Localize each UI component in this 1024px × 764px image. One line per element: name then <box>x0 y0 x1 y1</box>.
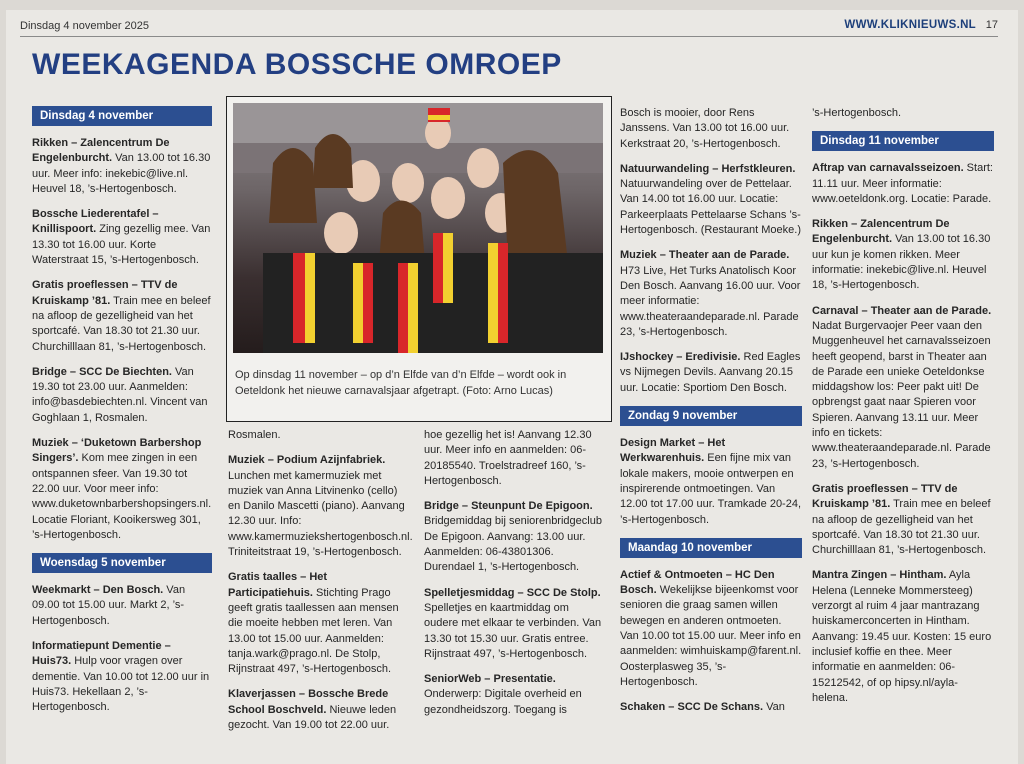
agenda-item: Design Market – Het Werkwarenhuis. Een fijne mix van lokale makers, mooie ontwerpen en inspirerende ontmoetingen. Van 12.00 tot 17.00 uur. Tramkade 20-24, ’s-Hertogenbosch. <box>620 437 802 526</box>
column-2 <box>228 428 413 743</box>
page-header <box>20 18 998 36</box>
agenda-item: Actief & Ontmoeten – HC Den Bosch. Wekelijkse bijeenkomst voor senioren die graag samen willen bewegen en anderen ontmoeten. Van 10.00 tot 15.00 uur. Meer info en aanmelden: wimhuiskamp@farent.nl. Oosterplasweg 35, ’s-Hertogenbosch. <box>620 568 802 688</box>
agenda-item: Natuurwandeling – Herfstkleuren. Natuurwandeling over de Pettelaar. Van 14.00 tot 16.00 uur. Locatie: Parkeerplaats Pettelaarse Schans ’s-Hertogenbosch. (Restaurant Moeke.) <box>620 162 801 237</box>
agenda-item: Gratis proeflessen – TTV de Kruiskamp ’81. Train mee en beleef na afloop de gezelligheid van het sportcafé. Van 18.30 tot 21.30 uur. Churchilllaan 81, ’s-Hertogenbosch. <box>32 279 211 353</box>
day-header-sunday-9: Zondag 9 november <box>620 406 802 426</box>
day-header-tuesday-11: Dinsdag 11 november <box>812 131 994 151</box>
page-number: 17 <box>985 19 998 31</box>
agenda-item: SeniorWeb – Presentatie. Onderwerp: Digitale overheid en gezondheidszorg. Toegang is <box>424 673 582 716</box>
agenda-item: Bridge – SCC De Biechten. Van 19.30 tot 23.00 uur. Aanmelden: info@basdebiechten.nl. Vincent van Goghlaan 1, Rosmalen. <box>32 365 208 424</box>
day-header-tuesday-4: Dinsdag 4 november <box>32 106 212 126</box>
agenda-item: Spelletjesmiddag – SCC De Stolp. Spelletjes en kaartmiddag om oudere met elkaar te verbinden. Van 13.30 tot 15.30 uur. Gratis entree. Rijnstraat 497, ’s-Hertogenbosch. <box>424 586 602 660</box>
newspaper-page <box>6 10 1018 764</box>
carnival-photo <box>233 103 603 353</box>
column-3 <box>424 428 604 728</box>
agenda-item: Aftrap van carnavalsseizoen. Start: 11.11 uur. Meer informatie: www.oeteldonk.org. Locatie: Parade. <box>812 162 993 205</box>
agenda-item: Muziek – Theater aan de Parade. H73 Live, Het Turks Anatolisch Koor Den Bosch. Aanvang 16.00 uur. Voor meer informatie: www.theateraandeparade.nl. Parade 23, ’s-Hertogenbosch. <box>620 249 801 338</box>
issue-date: Dinsdag 4 november 2025 <box>20 20 150 32</box>
agenda-item: Muziek – ‘Duketown Barbershop Singers’. Kom mee zingen in een ontspannen sfeer. Van 19.30 tot 22.00 uur. Voor meer info: www.duketownbarbershopsingers.nl. Locatie Floriant, Kooikersweg 301, ’s-Hertogenbosch. <box>32 437 212 541</box>
agenda-item: Bossche Liederentafel – Knillispoort. Zing gezellig mee. Van 13.30 tot 16.00 uur. Korte Waterstraat 15, ’s-Hertogenbosch. <box>32 208 211 267</box>
carnival-photo-illustration <box>233 103 603 353</box>
page-title: WEEKAGENDA BOSSCHE OMROEP <box>32 48 562 81</box>
agenda-item: Informatiepunt Dementie – Huis73. Hulp voor vragen over dementie. Van 10.00 tot 12.00 uur in Huis73. Hekellaan 2, ’s-Hertogenbosch. <box>32 640 210 714</box>
agenda-item: IJshockey – Eredivisie. Red Eagles vs Nijmegen Devils. Aanvang 20.15 uur. Locatie: Sportiom Den Bosch. <box>620 351 801 394</box>
agenda-item-continued: ’s-Hertogenbosch. <box>812 107 902 119</box>
agenda-item: Carnaval – Theater aan de Parade. Nadat Burgervaojer Peer vaan den Muggenheuvel het carnavalsseizoen heeft geopend, barst in Theater aan de Parade een unieke Oeteldonkse middagshow los: Peer pakt uit! De opbrengst gaat naar Spieren voor Spieren. Aanvang 13.11 uur. Meer info en tickets: www.theateraandeparade.nl. Parade 23, ’s-Hertogenbosch. <box>812 304 992 470</box>
agenda-item-continued: Bosch is mooier, door Rens Janssens. Van 13.00 tot 16.00 uur. Kerkstraat 20, ’s-Hertogenbosch. <box>620 107 790 150</box>
agenda-item: Gratis taalles – Het Participatiehuis. Stichting Prago geeft gratis taallessen aan mensen die moeite hebben met leren. Van 13.00 tot 15.00 uur. Aanmelden: tanja.wark@prago.nl. De Stolp, Rijnstraat 497, ’s-Hertogenbosch. <box>228 571 399 676</box>
day-header-monday-10: Maandag 10 november <box>620 538 802 558</box>
agenda-item: Rikken – Zalencentrum De Engelenburcht. Van 13.00 tot 16.30 uur. Meer info: inekebic@live.nl. Heuvel 18, ’s-Hertogenbosch. <box>32 137 211 195</box>
column-1 <box>32 106 212 726</box>
website-link[interactable]: WWW.KLIKNIEUWS.NL <box>844 19 976 31</box>
agenda-item: Weekmarkt – Den Bosch. Van 09.00 tot 15.00 uur. Markt 2, ’s-Hertogenbosch. <box>32 584 186 627</box>
photo-caption: Op dinsdag 11 november – op d’n Elfde van d’n Elfde – wordt ook in Oeteldonk het nieuwe carnavalsjaar afgetrapt. (Foto: Arno Lucas) <box>235 369 567 397</box>
agenda-item: Mantra Zingen – Hintham. Ayla Helena (Lenneke Mommersteeg) verzorgt al ruim 4 jaar mantrazang huiskamerconcerten in Hintham. Aanvang: 19.45 uur. Kosten: 15 euro inclusief koffie en thee. Meer informatie en aanmelden: 06-15212542, of op hipsy.nl/ayla-helena. <box>812 569 992 704</box>
day-header-wednesday-5: Woensdag 5 november <box>32 553 212 573</box>
agenda-item-continued: hoe gezellig het is! Aanvang 12.30 uur. Meer info en aanmelden: 06-20185540. Troelstradreef 160, ’s-Hertogenbosch. <box>424 429 592 487</box>
agenda-item: Klaverjassen – Bossche Brede School Boschveld. Nieuwe leden gezocht. Van 19.00 tot 22.00 uur. <box>228 688 397 732</box>
column-4 <box>620 106 802 726</box>
agenda-item: Gratis proeflessen – TTV de Kruiskamp ’81. Train mee en beleef na afloop de gezelligheid van het sportcafé. Van 18.30 tot 21.30 uur. Churchilllaan 81, ’s-Hertogenbosch. <box>812 482 991 557</box>
agenda-item: Rikken – Zalencentrum De Engelenburcht. Van 13.00 tot 16.30 uur kun je komen rikken. Meer informatie: inekebic@live.nl. Heuvel 18, ’s-Hertogenbosch. <box>812 218 991 292</box>
header-rule <box>20 36 998 37</box>
agenda-item-continued: Rosmalen. <box>228 429 281 441</box>
column-5 <box>812 106 994 716</box>
agenda-item: Bridge – Steunpunt De Epigoon. Bridgemiddag bij seniorenbridgeclub De Epigoon. Aanvang: 13.00 uur. Aanmelden: 06-43801306. Durendael 1, ’s-Hertogenbosch. <box>424 500 602 574</box>
photo-frame <box>226 96 612 422</box>
agenda-item: Schaken – SCC De Schans. Van <box>620 701 785 714</box>
agenda-item: Muziek – Podium Azijnfabriek. Lunchen met kamermuziek met muziek van Anna Litvinenko (cello) en Danilo Mascetti (piano). Aanvang 12.30 uur. Info: www.kamermuziekshertogenbosch.nl. Triniteitstraat 19, ’s-Hertogenbosch. <box>228 454 413 559</box>
